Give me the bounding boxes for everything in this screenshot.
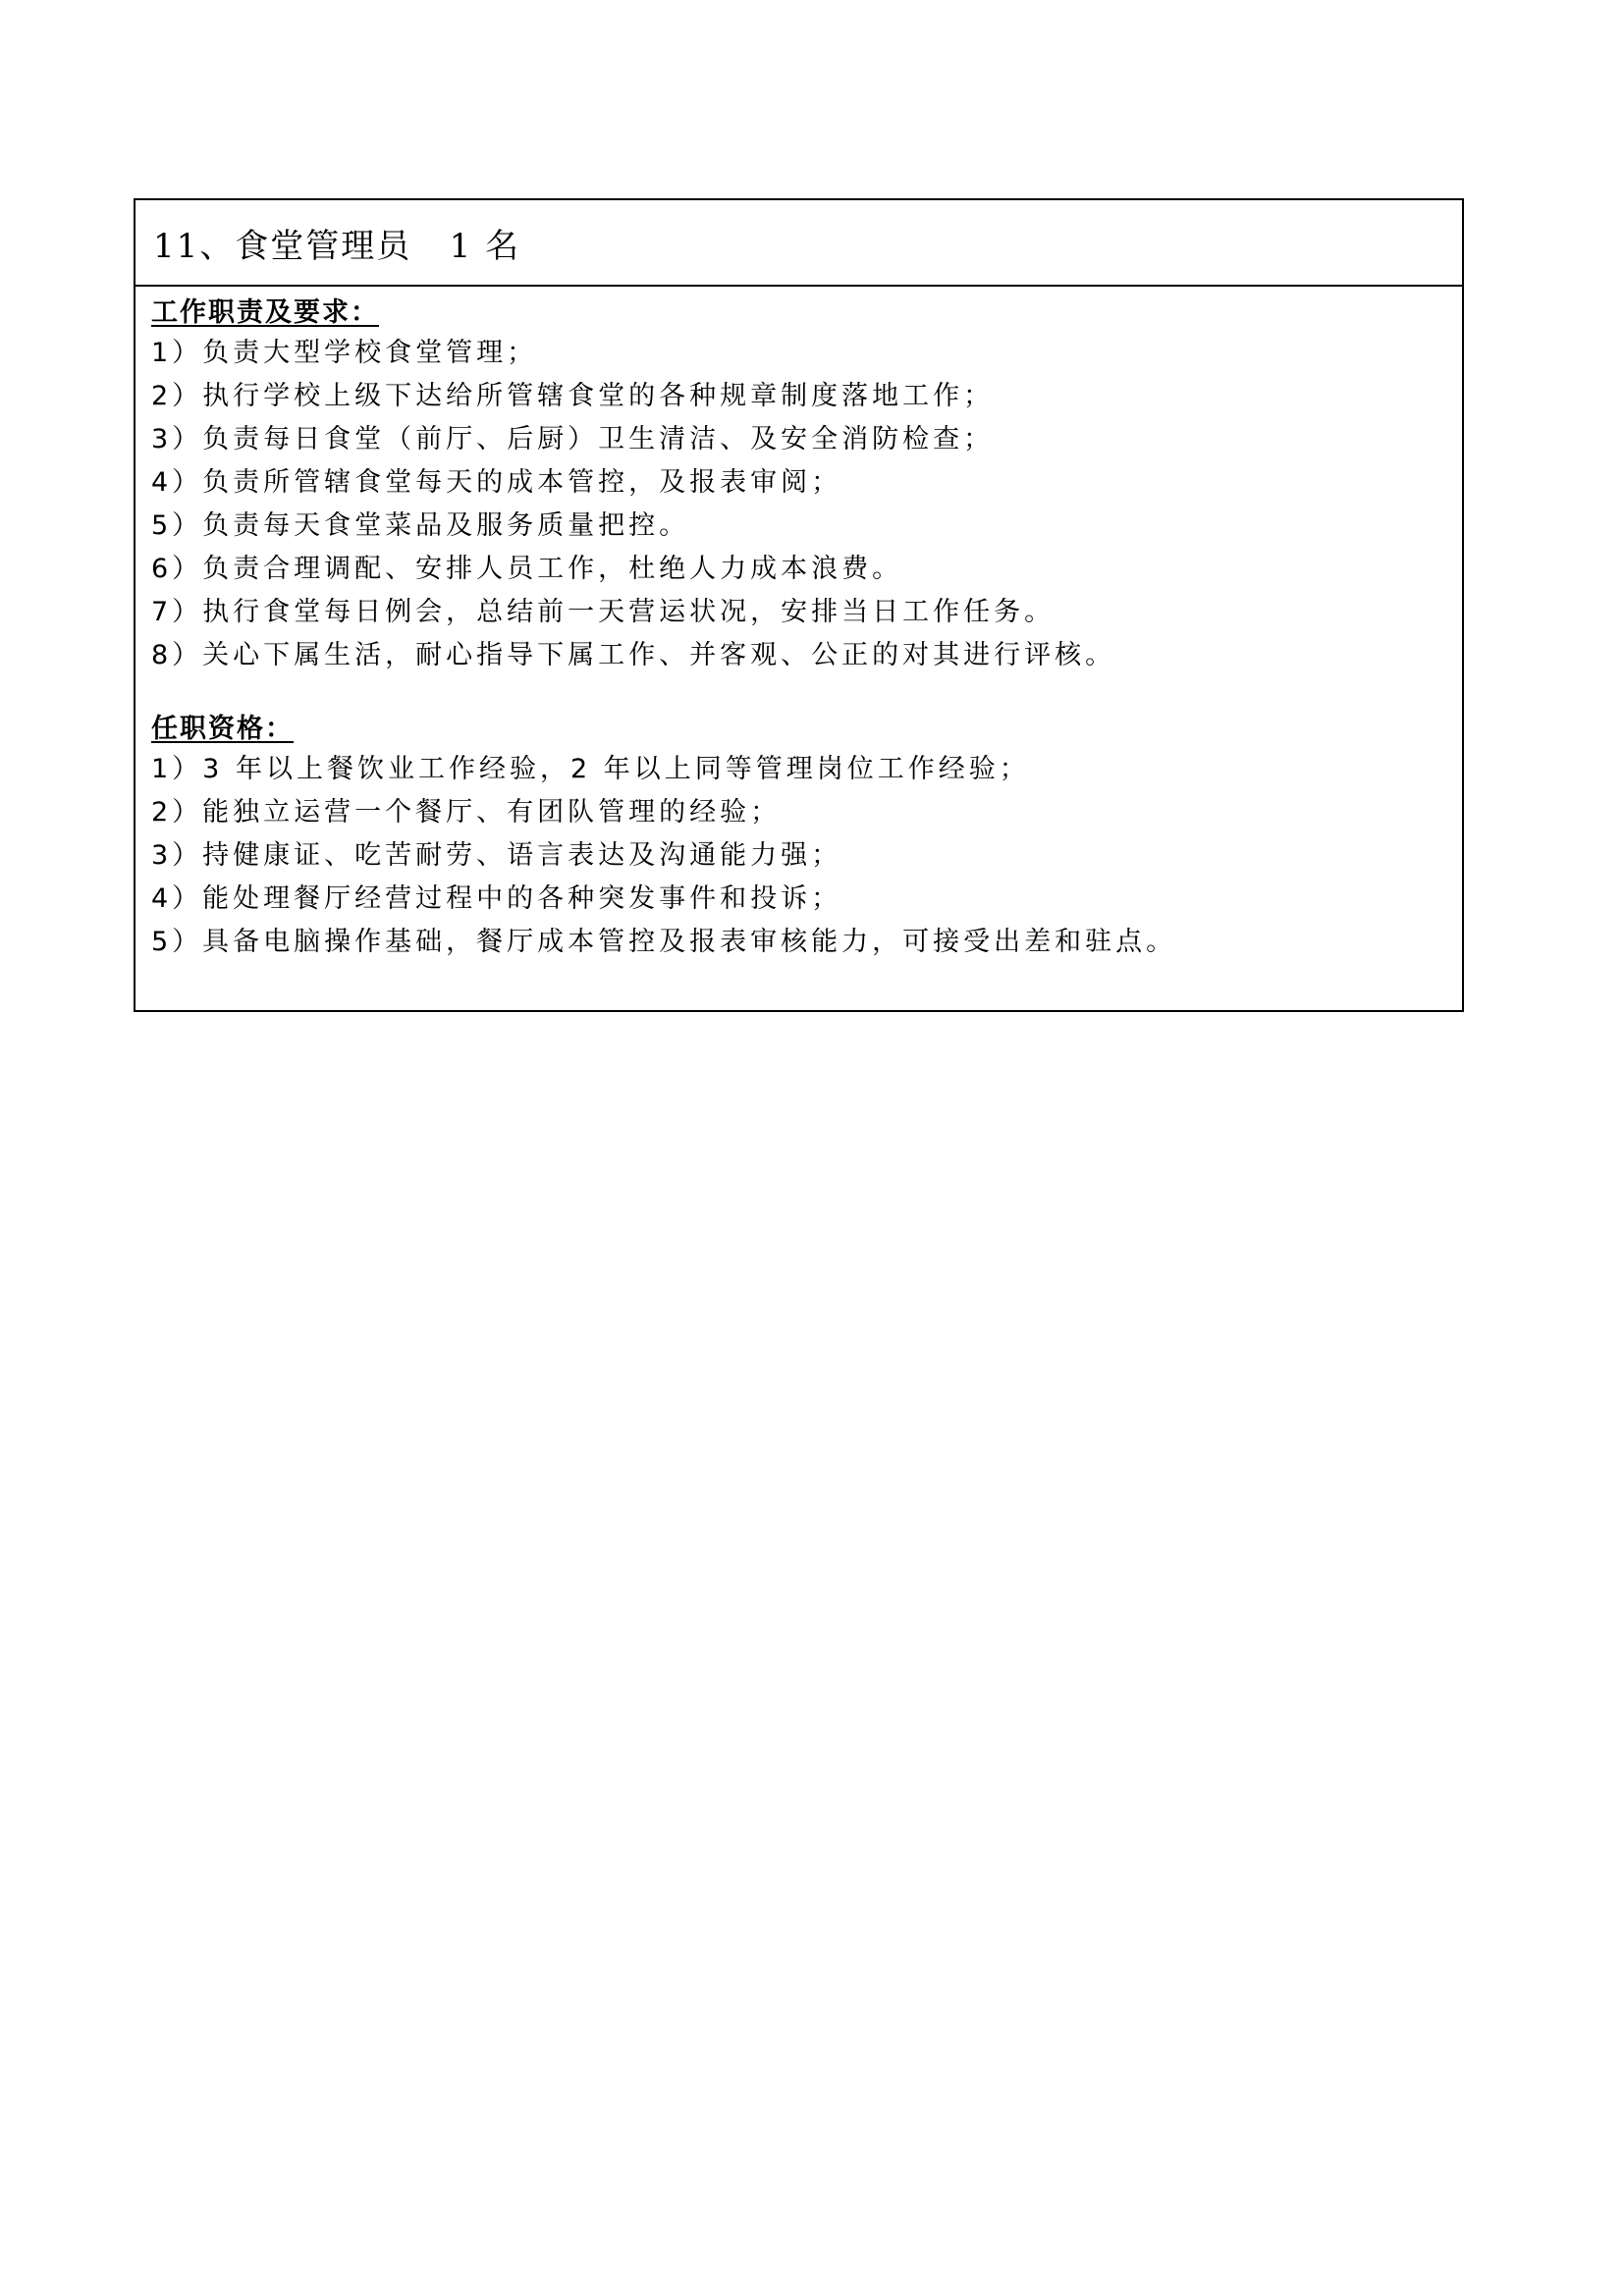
duties-list <box>151 332 1462 677</box>
qualification-item: 2）能独立运营一个餐厅、有团队管理的经验； <box>151 797 782 828</box>
job-posting-box <box>134 198 1464 1012</box>
qualification-item: 5）具备电脑操作基础，餐厅成本管控及报表审核能力，可接受出差和驻点。 <box>151 927 1177 957</box>
duty-item: 1）负责大型学校食堂管理； <box>151 338 538 368</box>
qualifications-heading: 任职资格： <box>151 714 294 744</box>
duty-item: 4）负责所管辖食堂每天的成本管控，及报表审阅； <box>151 467 842 498</box>
duty-item: 8）关心下属生活，耐心指导下属工作、并客观、公正的对其进行评核。 <box>151 640 1116 670</box>
duty-item: 3）负责每日食堂（前厅、后厨）卫生清洁、及安全消防检查； <box>151 424 995 454</box>
duty-item: 5）负责每天食堂菜品及服务质量把控。 <box>151 510 690 541</box>
qualification-item: 1）3 年以上餐饮业工作经验，2 年以上同等管理岗位工作经验； <box>151 754 1030 784</box>
qualification-item: 4）能处理餐厅经营过程中的各种突发事件和投诉； <box>151 883 842 914</box>
qualifications-list <box>151 748 1462 964</box>
duty-item: 7）执行食堂每日例会，总结前一天营运状况，安排当日工作任务。 <box>151 597 1056 627</box>
job-title-row <box>135 200 1462 287</box>
job-content <box>135 287 1462 964</box>
qualification-item: 3）持健康证、吃苦耐劳、语言表达及沟通能力强； <box>151 840 842 871</box>
duty-item: 2）执行学校上级下达给所管辖食堂的各种规章制度落地工作； <box>151 381 995 411</box>
job-title: 11、食堂管理员 1 名 <box>153 226 521 266</box>
section-spacer <box>151 677 1462 711</box>
duty-item: 6）负责合理调配、安排人员工作，杜绝人力成本浪费。 <box>151 554 903 584</box>
duties-heading: 工作职责及要求： <box>151 297 379 328</box>
